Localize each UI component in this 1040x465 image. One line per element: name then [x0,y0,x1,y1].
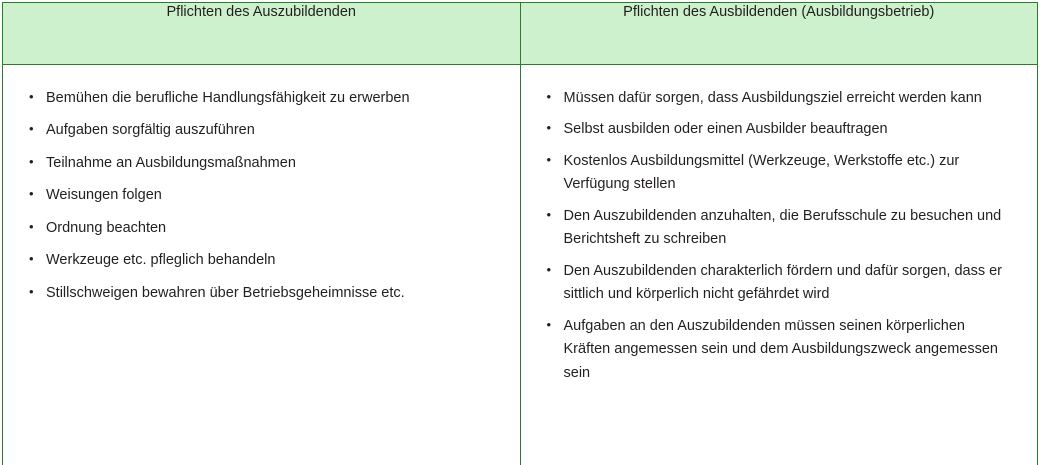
list-item: • Kostenlos Ausbildungsmittel (Werkzeuge, Werkstoffe etc.) zur Verfügung stellen [547,150,1012,197]
list-item: • Weisungen folgen [29,184,494,207]
list-item: • Selbst ausbilden oder einen Ausbilder beauftragen [547,118,1012,141]
list-item: • Den Auszubildenden charakterlich fördern und dafür sorgen, dass er sittlich und körperlich nicht gefährdet wird [547,260,1012,307]
list-item: • Ordnung beachten [29,217,494,240]
column-cell-trainee [3,65,521,465]
list-item: • Aufgaben sorgfältig auszuführen [29,119,494,142]
duty-list-employer [547,87,1012,385]
list-item: • Werkzeuge etc. pfleglich behandeln [29,249,494,272]
column-header-employer: Pflichten des Ausbildenden (Ausbildungsbetrieb) [520,3,1038,65]
column-cell-employer [520,65,1038,465]
list-item: • Bemühen die berufliche Handlungsfähigkeit zu erwerben [29,87,494,110]
list-item: • Aufgaben an den Auszubildenden müssen seinen körperlichen Kräften angemessen sein und dem Ausbildungszweck angemessen sein [547,315,1012,385]
list-item: • Stillschweigen bewahren über Betriebsgeheimnisse etc. [29,282,494,305]
table-header-row [3,3,1038,65]
list-item: • Müssen dafür sorgen, dass Ausbildungsziel erreicht werden kann [547,87,1012,110]
table-body-row [3,65,1038,465]
list-item: • Teilnahme an Ausbildungsmaßnahmen [29,152,494,175]
list-item: • Den Auszubildenden anzuhalten, die Berufsschule zu besuchen und Berichtsheft zu schreiben [547,205,1012,252]
column-header-trainee: Pflichten des Auszubildenden [3,3,521,65]
duties-table [2,2,1038,465]
duty-list-trainee [29,87,494,305]
